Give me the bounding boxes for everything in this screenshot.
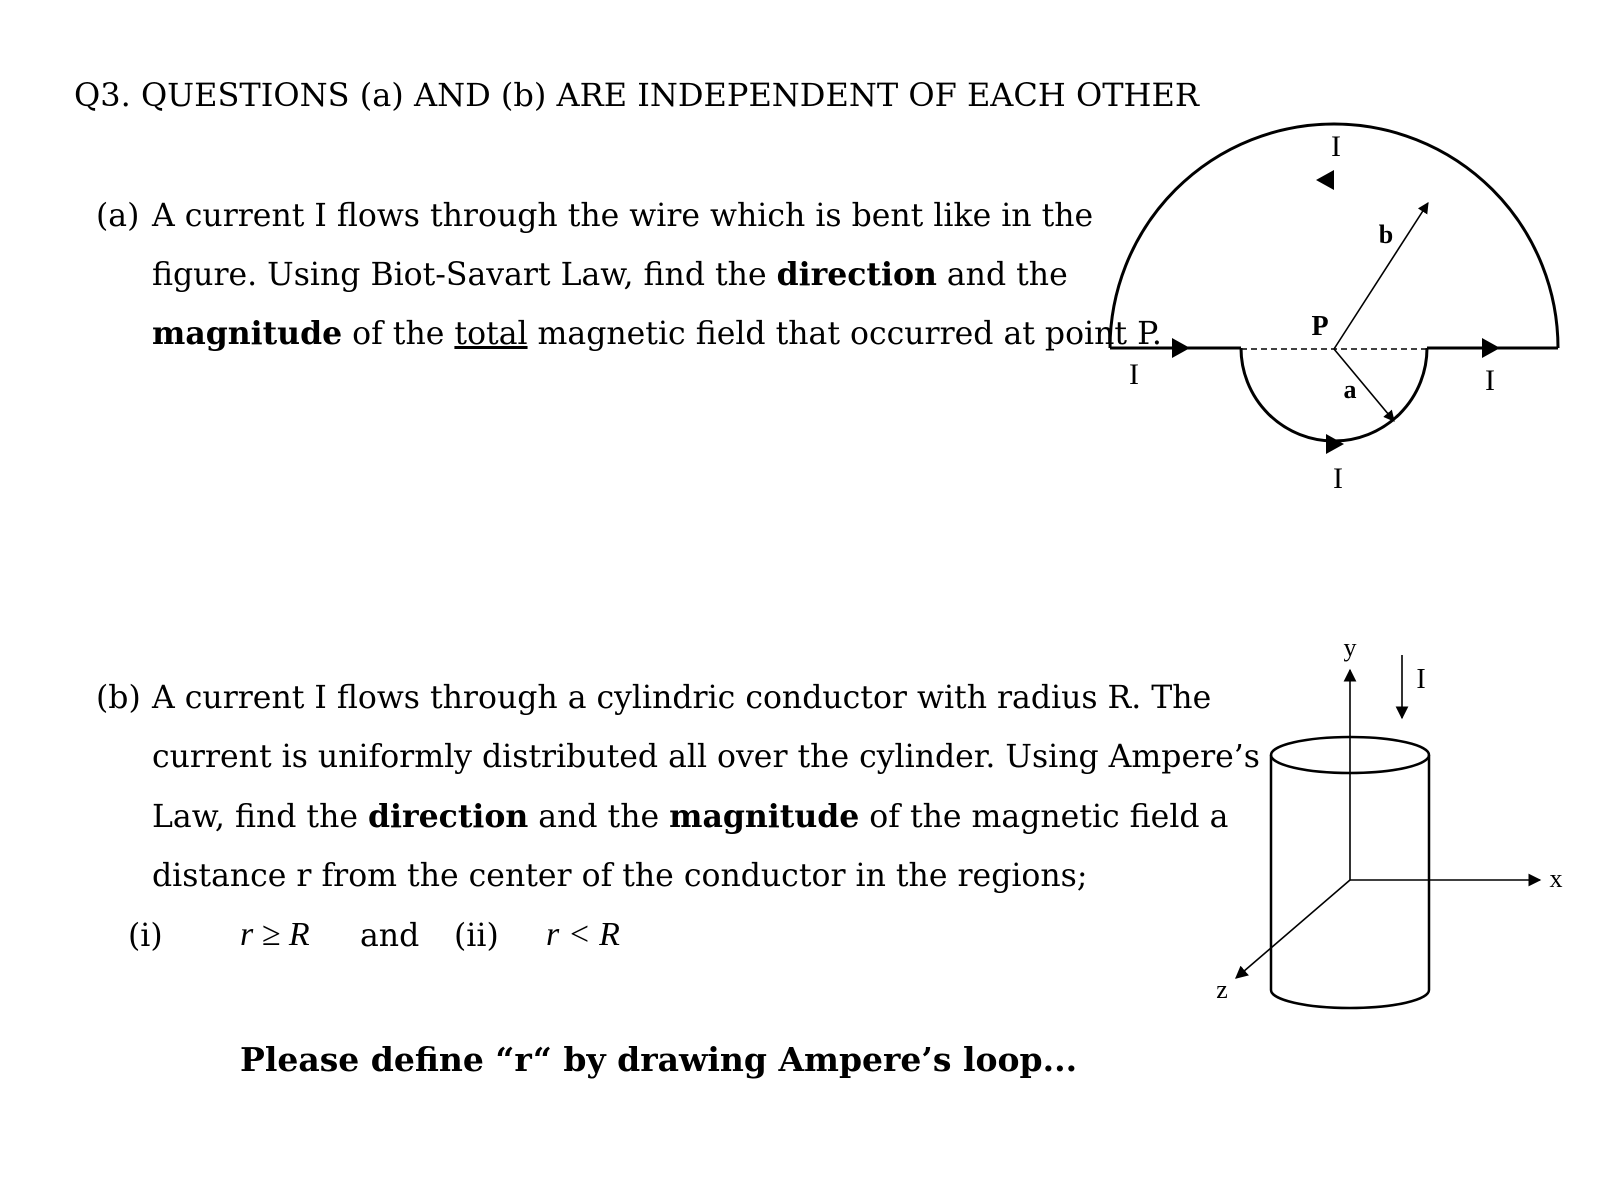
part-b-line-1: A current I flows through a cylindric conductor with radius R. The bbox=[152, 680, 1212, 716]
part-b-line-2: current is uniformly distributed all over the cylinder. Using Ampere’s bbox=[152, 739, 1260, 775]
label-right-current: I bbox=[1485, 364, 1495, 397]
arrow-top-current bbox=[1316, 170, 1334, 190]
part-a-underline-total: total bbox=[454, 316, 528, 352]
part-a-line-3: magnitude of the total magnetic field that occurred at point P. bbox=[152, 315, 1162, 352]
label-point-p: P bbox=[1311, 311, 1329, 342]
label-top-current: I bbox=[1331, 130, 1341, 163]
part-b-sub-i: (i) bbox=[128, 918, 163, 954]
axis-x-label: x bbox=[1549, 864, 1563, 893]
arrow-left-current bbox=[1172, 338, 1190, 358]
part-b-sub-ii: (ii) bbox=[454, 918, 499, 954]
part-b-cond-i: r ≥ R bbox=[240, 916, 310, 953]
part-b-line-4: distance r from the center of the conductor in the regions; bbox=[152, 858, 1088, 894]
part-b-line-3: Law, find the direction and the magnitude of the magnetic field a bbox=[152, 798, 1229, 835]
part-a-label: (a) bbox=[96, 198, 140, 234]
ampere-loop-note: Please define “r“ by drawing Ampere’s loop... bbox=[240, 1040, 1078, 1079]
question-title: Q3. QUESTIONS (a) AND (b) ARE INDEPENDENT OF EACH OTHER bbox=[74, 76, 1199, 114]
arrow-bottom-current bbox=[1326, 434, 1344, 454]
arrow-right-current bbox=[1482, 338, 1500, 358]
current-label: I bbox=[1416, 664, 1426, 695]
label-radius-a: a bbox=[1343, 375, 1357, 404]
axis-z-label: z bbox=[1216, 975, 1228, 1004]
part-b-cond-ii: r < R bbox=[546, 916, 620, 953]
label-radius-b: b bbox=[1378, 220, 1394, 249]
axis-y-label: y bbox=[1343, 633, 1357, 662]
part-a-line-2: figure. Using Biot-Savart Law, find the direction and the bbox=[152, 256, 1068, 293]
part-b-label: (b) bbox=[96, 680, 141, 716]
part-a-line-1: A current I flows through the wire which is bent like in the bbox=[152, 198, 1094, 234]
part-a-bold-direction: direction bbox=[776, 256, 937, 293]
label-left-current: I bbox=[1129, 358, 1139, 391]
part-b-bold-magnitude: magnitude bbox=[669, 798, 860, 835]
part-a-bold-magnitude: magnitude bbox=[152, 315, 343, 352]
label-bottom-current: I bbox=[1333, 462, 1343, 495]
part-b-and: and bbox=[360, 918, 420, 954]
part-b-bold-direction: direction bbox=[368, 798, 529, 835]
